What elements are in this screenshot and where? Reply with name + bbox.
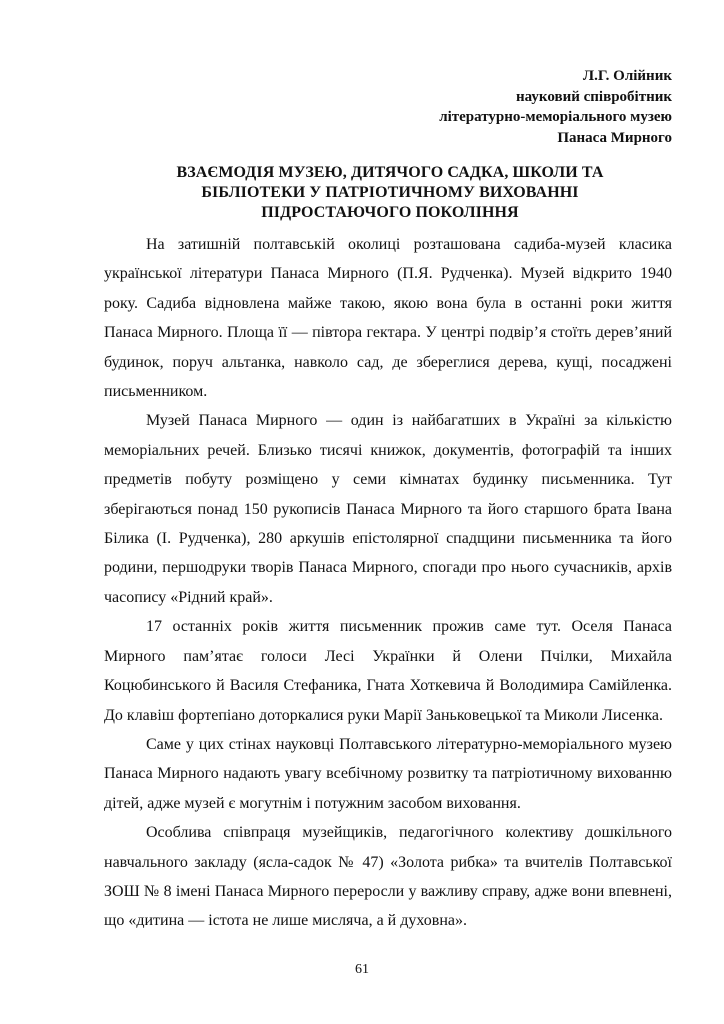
paragraph-4: Саме у цих стінах науковці Полтавського літературно-меморіального музею Панаса Мирного надають увагу всебічному розвитку та патріотичному вихованню дітей, адже музей є могутнім і потужним засобом виховання. [104,735,672,812]
author-position: науковий співробітник [516,88,672,105]
title-line-2: БІБЛІОТЕКИ У ПАТРІОТИЧНОМУ ВИХОВАННІ [201,184,579,201]
title-line-3: ПІДРОСТАЮЧОГО ПОКОЛІННЯ [261,204,519,221]
author-block [439,66,672,148]
title-line-1: ВЗАЄМОДІЯ МУЗЕЮ, ДИТЯЧОГО САДКА, ШКОЛИ ТА [176,164,604,181]
paragraph-2: Музей Панаса Мирного — один із найбагатших в Україні за кількістю меморіальних речей. Близько тисячі книжок, документів, фотографій та інших предметів побуту розміщено у семи кімнатах будинку письменника. Тут зберігаються понад 150 рукописів Панаса Мирного та його старшого брата Івана Білика (І. Рудченка), 280 аркушів епістолярної спадщини письменника та його родини, першодруки творів Панаса Мирного, спогади про нього сучасників, архів часопису «Рідний край». [104,412,672,606]
article-title [100,163,680,223]
author-museum-line1: літературно-меморіального музею [439,109,672,125]
paragraph-5: Особлива співпраця музейщиків, педагогічного колективу дошкільного навчального закладу (ясла-садок № 47) «Золота рибка» та вчителів Полтавської ЗОШ № 8 імені Панаса Мирного переросли у важливу справу, адже вони впевнені, що «дитина — істота не лише мисляча, а й духовна». [104,824,672,930]
paragraph-1: На затишній полтавській околиці розташована садиба-музей класика української літератури Панаса Мирного (П.Я. Рудченка). Музей відкрито 1940 року. Садиба відновлена майже такою, якою вона була в останні роки життя Панаса Мирного. Площа її — півтора гектара. У центрі подвір’я стоїть дерев’яний будинок, поруч альтанка, навколо сад, де збереглися дерева, кущі, посаджені письменником. [104,236,672,401]
author-museum-line2: Панаса Мирного [557,129,672,146]
author-name: Л.Г. Олійник [582,68,672,84]
page-number: 61 [355,962,369,977]
article-body [104,230,672,936]
paragraph-3: 17 останніх років життя письменник прожив саме тут. Оселя Панаса Мирного пам’ятає голоси Лесі Українки й Олени Пчілки, Михайла Коцюбинського й Василя Стефаника, Гната Хоткевича й Володимира Самійленка. До клавіш фортепіано доторкалися руки Марії Заньковецької та Миколи Лисенка. [104,618,672,724]
